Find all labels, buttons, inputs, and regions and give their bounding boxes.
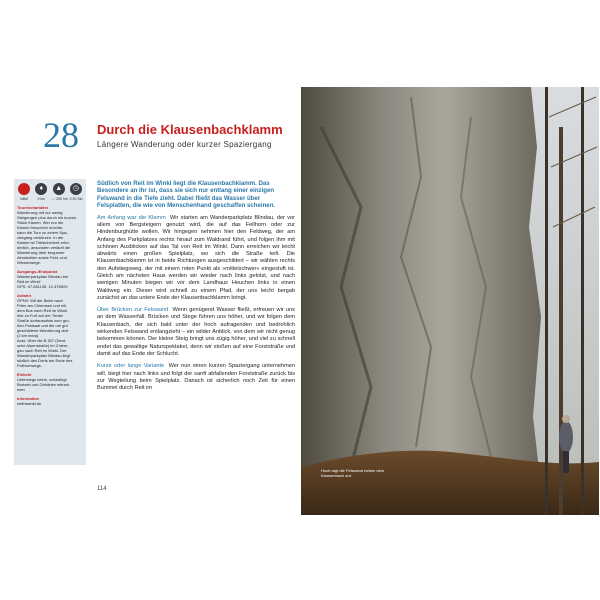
sidebar-section-einkehr [14,372,86,392]
page-number: 114 [97,486,107,492]
paragraph-text: Wer nun einen kurzen Spaziergang unternehmen will, biegt hier nach links und folgt der sanft abfallenden Forststraße zurück bis zur Wegteilung beim Spielplatz. Danach ist sicherlich noch Zeit für einen Bummel durch Reit im [97,363,296,392]
stat-difficulty [17,183,31,201]
sidebar-section-information [14,396,86,406]
stat-distance [34,183,48,201]
paragraph-text: Wir starten am Wanderparkplatz Blindau, der vor allem von Bergsteigern genutzt wird, die auf das Fellhorn oder zur Hindenburghütte wollen. Wir hingegen nehmen hier den Feldweg, der am Anfang des Parkplatzes rechts hinauf zum Waldrand führt, und folgen ihm mit schönen Ausblicken auf das Tal von Reit im Winkl. Dann erreichen wir leicht abwärts einen großen Spielplatz, wo sich die Straße teilt. Die Klausenbachklamm ist in beide Richtungen ausgeschildert – wir wählen rechts den Aufstiegsweg, der mit einem roten Punkt als »mittelschwer« eingestuft ist. Gleich am nächsten Haus werden wir wieder nach links gelotst, und nach wenigen Minuten biegen wir vor dem Landhaus Heuchen links in einen Waldweg ein. Dieser wird schnell zu einem Pfad, der uns leicht bergab zunächst an das untere Ende der Klausenbachklamm bringt. [97,214,295,301]
sidebar-section-tourencharakter [14,205,86,265]
cliff-photo [301,87,599,515]
sidebar-text: Wanderparkplatz Blindau bei Reit im Winkl GPS: 47.661135, 12.478929 [17,274,68,289]
intro-paragraph: Südlich von Reit im Winkl liegt die Klausenbachklamm. Das Besondere an ihr ist, dass sie sich nur entlang einer einzigen Felswand in die Tiefe zieht. Dabei fließt das Wasser über Felsplatten, die wie von Menschenhand geschaffen scheinen. [97,180,276,210]
clock-icon: ◷ [70,183,82,195]
stat-value: mittel [19,197,29,201]
sidebar-heading: Anfahrt [17,293,32,298]
body-column [97,180,295,397]
stats-row [14,179,86,201]
sidebar-text: ÖPNV: Mit der Bahn nach Prien am Chiemsee und mit dem Bus nach Reit im Winkl, hier zu Fuß auf der Tiroler Straße dorfauswärts zum gro- ßen Festsaal und die um gut geschilderte Wanderung dort (2 km extra) Auto: Über die B 307 (Deut- sche Alpenstraße) im Chiem- gau nach Reit im Winkl. Der Wanderparkplatz Blindau liegt südlich des Dorfs am Ende des Fellhornwegs. [17,298,73,368]
stat-value: ↑↓ 250 hm [51,197,68,201]
photo-caption: Hoch ragt die Felswand neben dem Klausenbach auf. [321,468,385,478]
stat-value: 9 km [37,197,46,201]
sidebar-heading: Ausgangs-/Endpunkt [17,269,58,274]
left-page [1,87,301,515]
paragraph-heading: Am Anfang war die Klamm [97,214,166,221]
sidebar-section-anfahrt [14,293,86,368]
sidebar-text: reitimwinkl.de [17,401,42,406]
right-page [301,87,599,515]
tour-subtitle: Längere Wanderung oder kurzer Spaziergang [97,140,272,149]
dot-icon [18,183,30,195]
paragraph-heading: Kurze oder lange Variante [97,363,165,370]
paragraph-text: Wenn genügend Wasser fließt, erfreuen wir uns an dem Wasserfall. Brücken und Stege führen uns höher, und wir folgen dem Klausenbach, der sich bald unter der hoch aufragenden und bedrohlich wirkenden Felswand entlangzieht – ein wilder Anblick, von dem wir nicht genug bekommen können. Der kleine Steig bringt uns zügig höher, und viel zu schnell endet das gewaltige Naturspektakel, denn wir stoßen auf eine Forststraße und damit auf das Ende der Schlucht. [97,307,295,357]
hiker-icon: ♦ [35,183,47,195]
sidebar-heading: Einkehr [17,372,32,377]
mountain-icon: ▲ [53,183,65,195]
body-paragraph [97,363,295,392]
book-spread [1,87,599,515]
tour-number: 28 [43,115,79,155]
paragraph-heading: Über Brücken zur Felswand [97,307,169,314]
info-sidebar [14,179,86,465]
body-paragraph [97,307,295,358]
sidebar-heading: Tourencharakter [17,205,49,210]
sidebar-section-ausgangspunkt [14,269,86,289]
sidebar-heading: Information [17,396,39,401]
stat-elevation [52,183,66,201]
tour-title: Durch die Klausenbachklamm [97,122,283,137]
body-paragraph [97,215,295,303]
stat-value: 2:30 Std [69,197,83,201]
sidebar-text: Wanderung mit nur wenig Steigungen plus durch ein kurzes Stück Klamm. Wer nur die Klamm besuchen möchte, kann die Tour zu einem Spa- ziergang verkürzen. In der Klamm ist Trittsicherheit erfor- derlich, ansonsten verläuft die Wanderung über bequeme Almstraßen sowie Feld- und Wiesenwege. [17,210,77,265]
sidebar-text: Unterwegs keine, unbedingt Brotzeit und Getränke mitneh- men [17,377,71,392]
stat-duration [69,183,83,201]
